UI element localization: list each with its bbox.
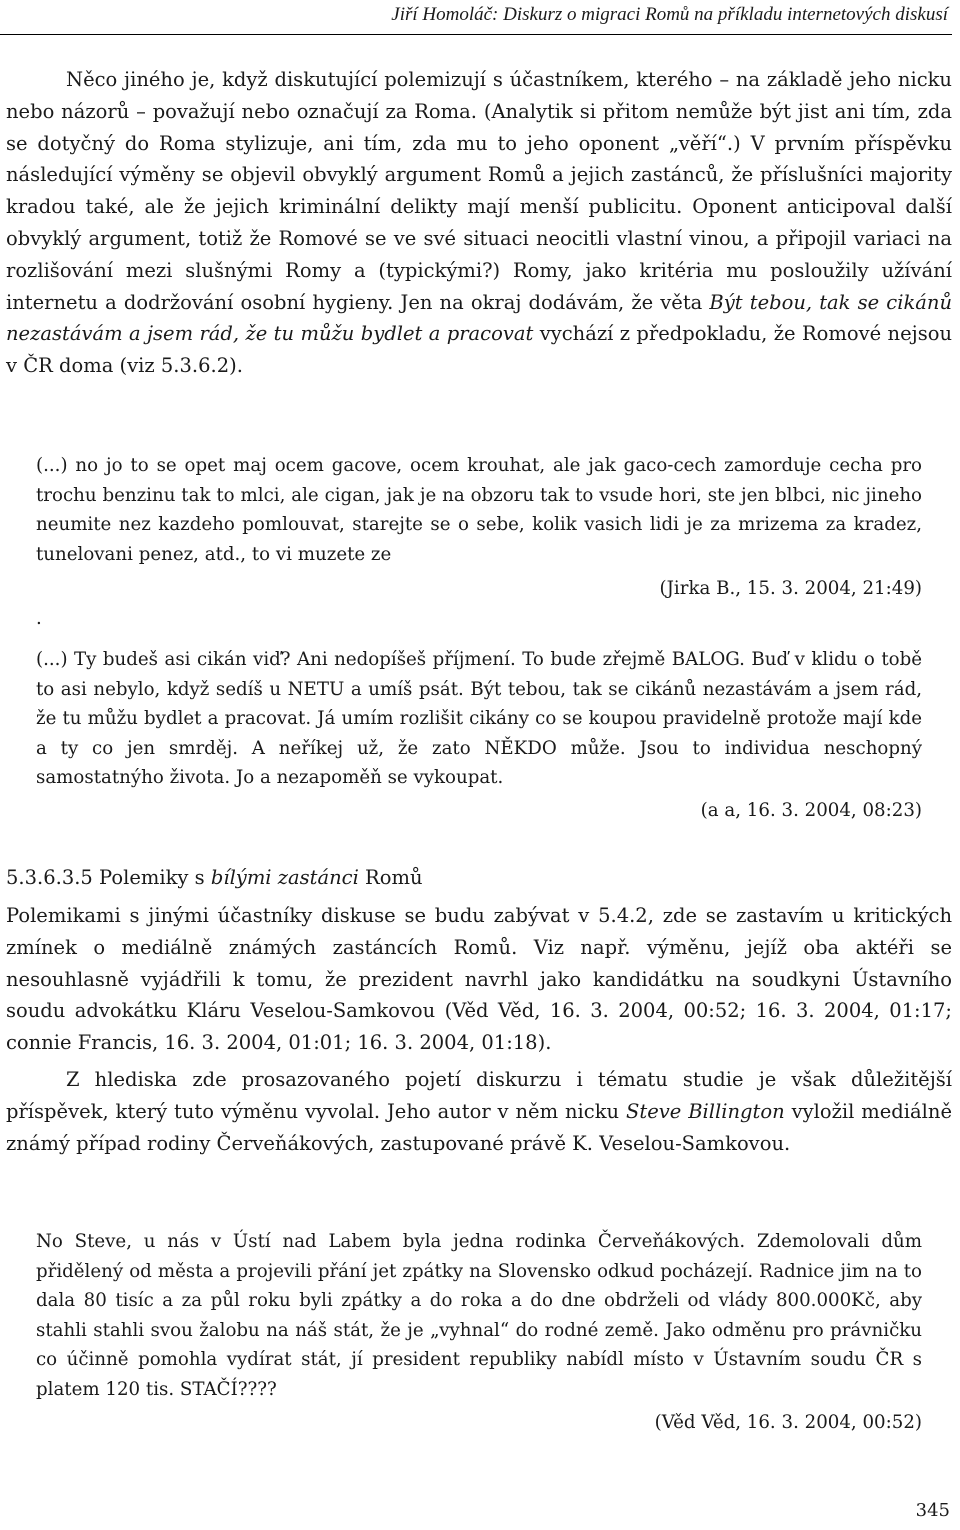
body-paragraph-3 bbox=[6, 1064, 952, 1159]
paragraph-text: vyložil mediálně známý případ rodiny Červeňákových, zastupované právě K. Veselou-Samkovou. bbox=[6, 1099, 952, 1155]
body-paragraph-2: Polemikami s jinými účastníky diskuse se budu zabývat v 5.4.2, zde se zastavím u kritických zmínek o mediálně známých zastáncích Romů. Viz např. výměnu, jejíž oba aktéři se nesouhlasně vyjádřili k tomu, že prezident navrhl jako kandidátku na soudkyni Ústavního soudu advokátku Kláru Veselou-Samkovou (Věd Věd, 16. 3. 2004, 00:52; 16. 3. 2004, 01:17; connie Francis, 16. 3. 2004, 01:01; 16. 3. 2004, 01:18). bbox=[6, 904, 952, 1055]
heading-italic: bílými zastánci bbox=[210, 866, 359, 889]
quote-3: No Steve, u nás v Ústí nad Labem byla jedna rodinka Červeňákových. Zdemolovali dům přidělený od města a projevili přání jet zpátky na Slovensko odkud pocházejí. Radnice jim na to dala 80 tisíc a za půl roku byli zpátky a do roka a do dne obdrželi od vlády 800.000Kč, aby stahli stahli svou žalobu na náš stát, že je „vyhnal“ do rodné země. Jako odměnu pro právničku co účinně pomohla vydírat stát, jí president republiky nabídl místo v Ústavním soudu ČR s platem 120 tis. STAČÍ???? bbox=[36, 1231, 922, 1400]
paragraph-text: Něco jiného je, když diskutující polemizují s účastníkem, kterého – na základě jeho nicku nebo názorů – považují nebo označují za Roma. (Analytik si přitom nemůže být jist ani tím, zda se dotyčný do Roma stylizuje, ani tím, zda mu to jeho oponent „věří“.) V prvním příspěvku následující výměny se objevil obvyklý argument Romů a jejich zastánců, že příslušníci majority kradou také, ale že jejich kriminální delikty mají menší publicitu. Oponent anticipoval další obvyklý argument, totiž že Romové se ve své situaci neocitli vlastní vinou, a připojil variaci na rozlišování mezi slušnými Romy a (typickými?) Romy, jako kritéria mu posloužily užívání internetu a dodržování osobní hygieny. Jen na okraj dodávám, že věta bbox=[6, 68, 952, 314]
running-title: Jiří Homoláč: Diskurz o migraci Romů na příkladu internetových diskusí bbox=[391, 4, 948, 25]
running-header bbox=[0, 0, 952, 35]
quote-3-source: (Věd Věd, 16. 3. 2004, 00:52) bbox=[654, 1412, 922, 1433]
italic-nick: Steve Billington bbox=[626, 1099, 785, 1123]
quote-2: (...) Ty budeš asi cikán viď? Ani nedopíšeš příjmení. To bude zřejmě BALOG. Buď v klidu o tobě to asi nebylo, když sedíš u NETU a umíš psát. Být tebou, tak se cikánů nezastávám a jsem rád, že tu můžu bydlet a pracovat. Já umím rozlišit cikány co se koupou pravidelně protože mají kde a ty co jen smrděj. A neříkej už, že zato NĚKDO může. Jsou to individua neschopný samostatnýho života. Jo a nezapoměň se vykoupat. bbox=[36, 649, 922, 788]
italic-quote: Být tebou, tak se cikánů nezastávám a jsem rád, že tu můžu bydlet a pracovat bbox=[6, 290, 953, 346]
paragraph-text: vychází z předpokladu, že Romové nejsou v ČR doma (viz 5.3.6.2). bbox=[6, 322, 952, 378]
quote-2-source: (a a, 16. 3. 2004, 08:23) bbox=[700, 800, 922, 821]
heading-text: Romů bbox=[358, 866, 423, 889]
heading-text: 5.3.6.3.5 Polemiky s bbox=[6, 866, 211, 889]
quote-1-source: (Jirka B., 15. 3. 2004, 21:49) bbox=[659, 578, 922, 599]
page-number: 345 bbox=[915, 1500, 950, 1521]
separator-dot: . bbox=[36, 608, 42, 629]
body-paragraph-1 bbox=[6, 64, 952, 382]
quote-1: (...) no jo to se opet maj ocem gacove, ocem krouhat, ale jak gaco-cech zamorduje cecha pro trochu benzinu tak to mlci, ale cigan, jak je na obzoru tak to vsude hori, ste jen blbci, nic jineho neumite nez kazdeho pomlouvat, starejte se o sebe, kolik vasich lidi je za mrizema za kradez, tunelovani penez, atd., to vi muzete ze bbox=[36, 455, 922, 565]
section-heading bbox=[6, 866, 423, 889]
paragraph-text: Z hlediska zde prosazovaného pojetí diskurzu i tématu studie je však důležitější příspěvek, který tuto výměnu vyvolal. Jeho autor v něm nicku bbox=[6, 1068, 952, 1123]
